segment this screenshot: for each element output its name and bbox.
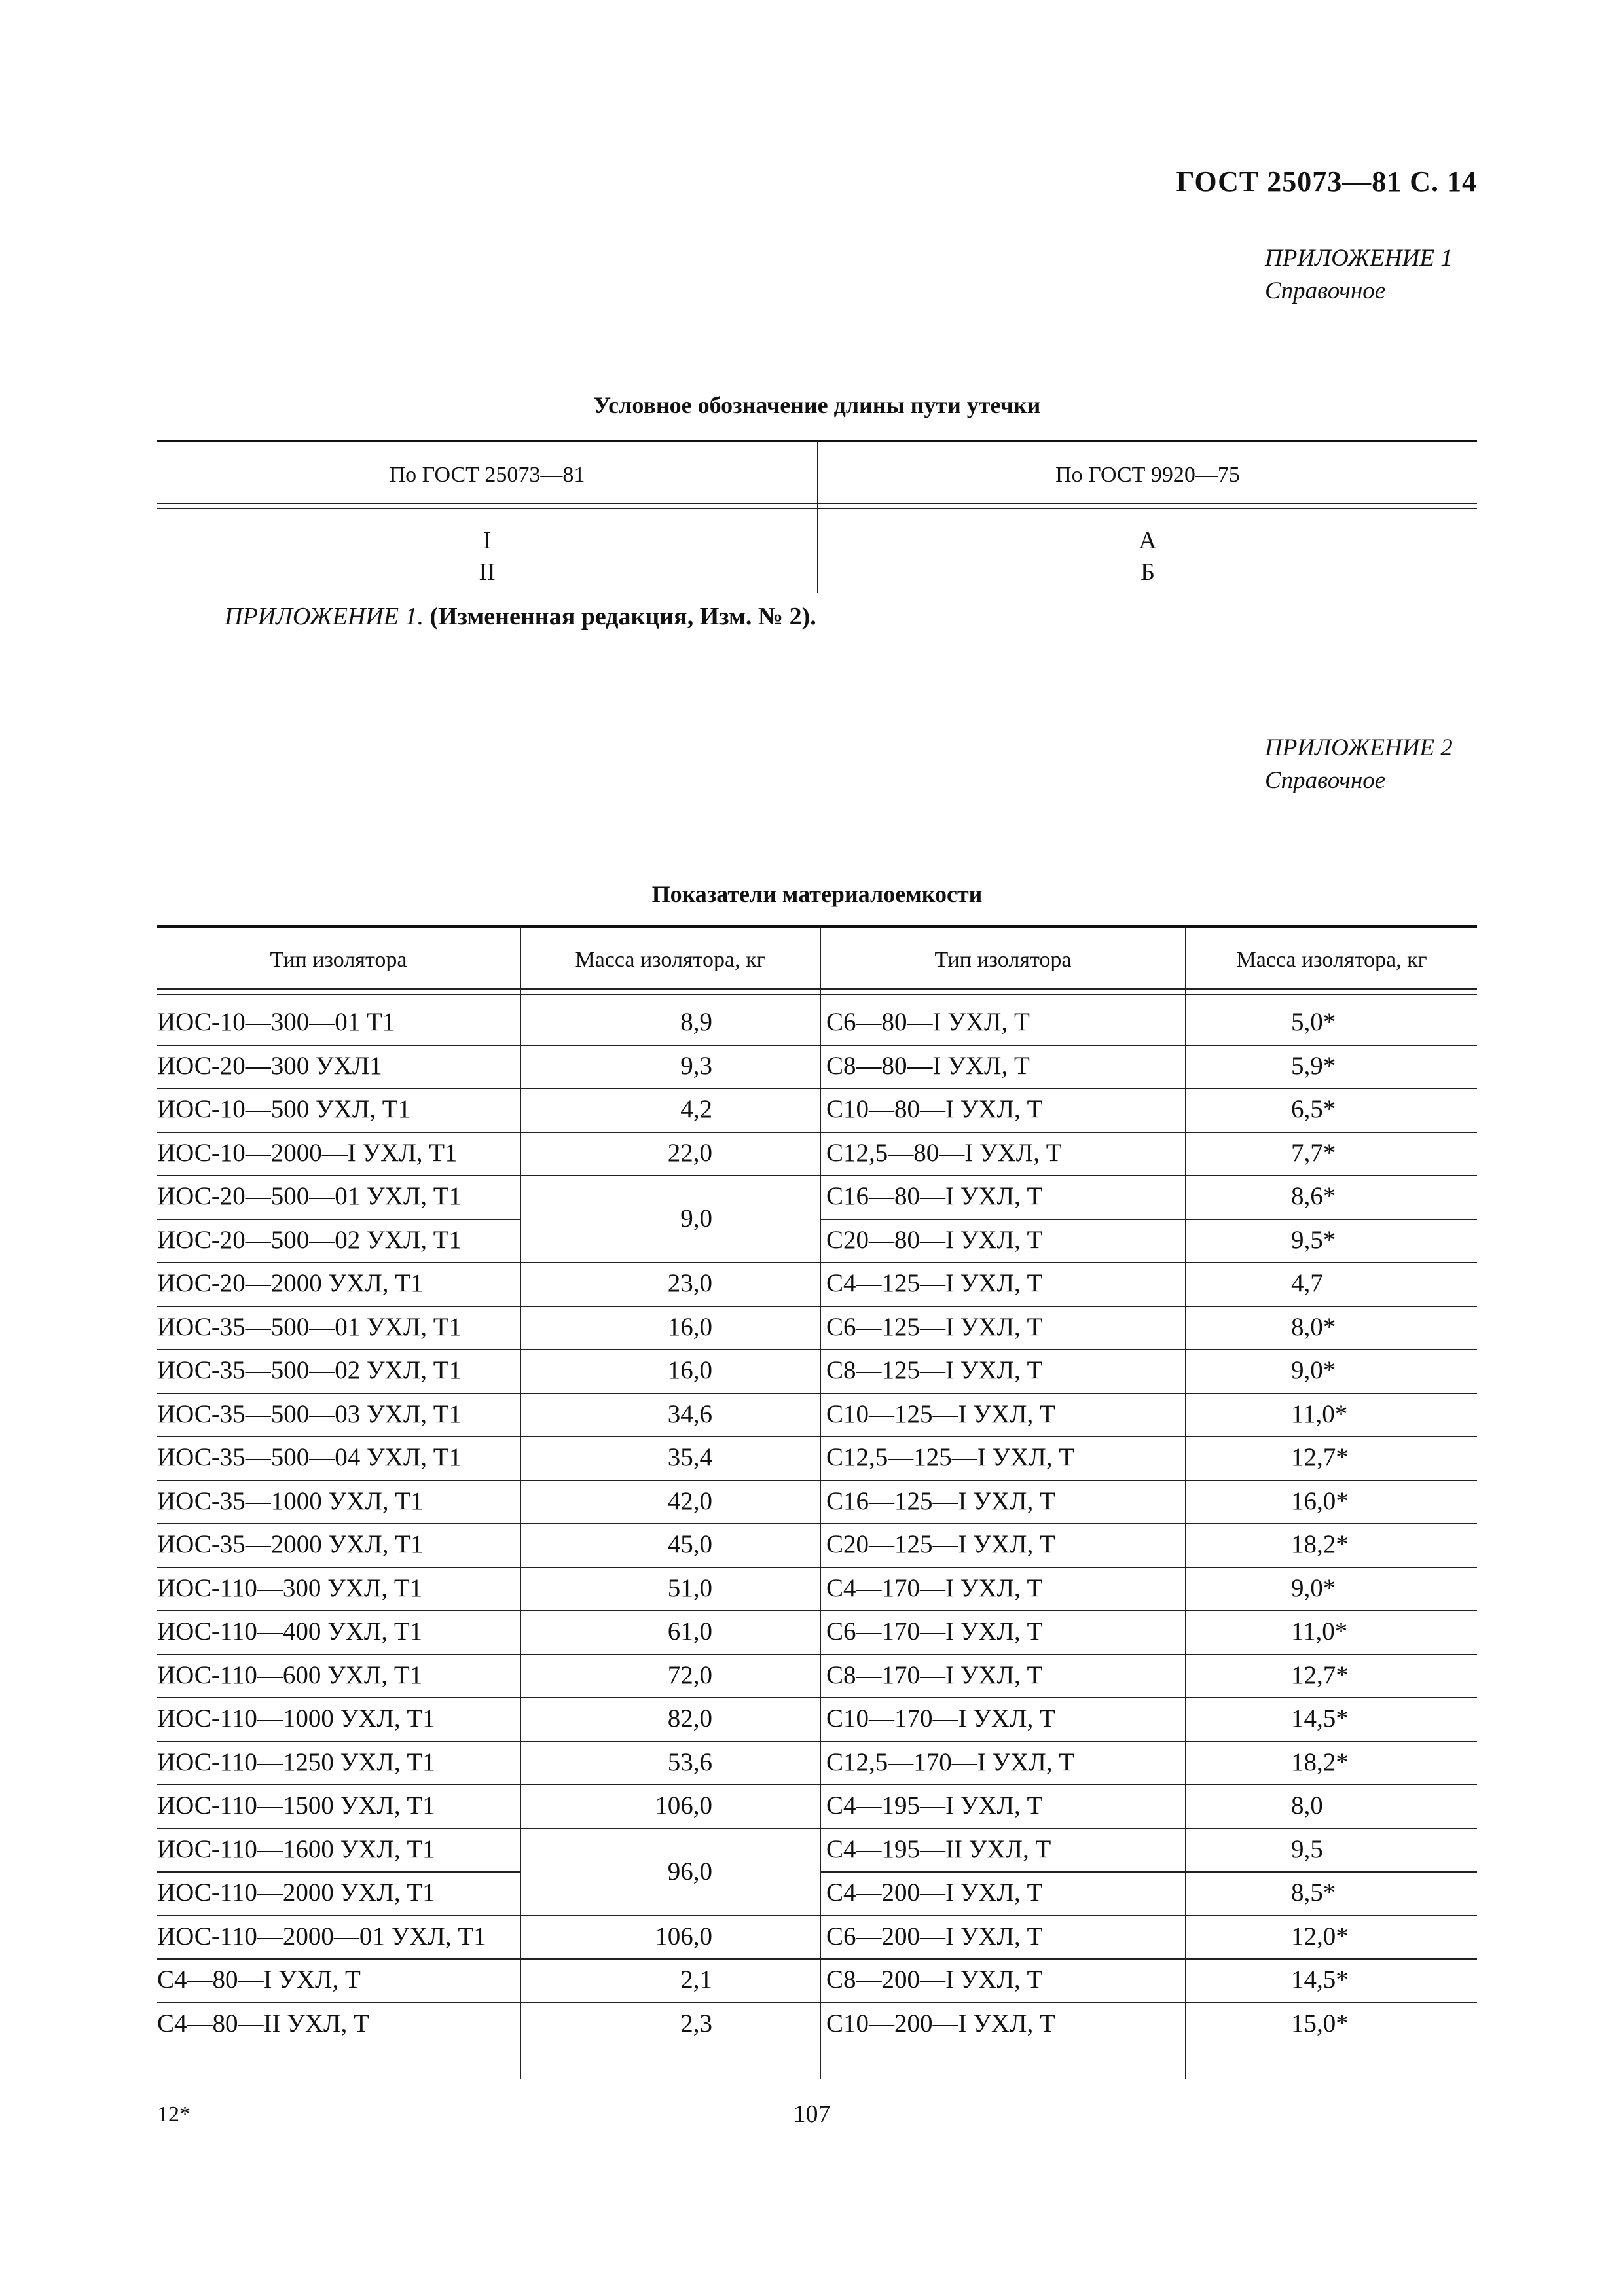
right-mass-cell: 8,6* [1291,1182,1336,1210]
right-mass-cell: 9,5* [1291,1225,1336,1254]
right-mass-cell: 9,0* [1291,1356,1336,1384]
right-mass-cell: 11,0* [1291,1399,1348,1428]
left-mass-cell: 106,0 [655,1791,712,1820]
left-mass-cell: 82,0 [667,1704,712,1732]
left-type-cell: ИОС-20—500—02 УХЛ, Т1 [157,1225,462,1254]
appendix2-label: ПРИЛОЖЕНИЕ 2 [1265,734,1453,761]
right-mass-cell: 11,0* [1291,1617,1348,1645]
table1-row2-col2: Б [1140,558,1155,586]
left-type-cell: ИОС-35—500—01 УХЛ, Т1 [157,1312,462,1341]
right-mass-cell: 16,0* [1291,1486,1349,1515]
left-mass-cell: 72,0 [667,1660,712,1689]
table2-header-type-right: Тип изолятора [934,948,1072,972]
right-type-cell: С10—80—I УХЛ, Т [826,1095,1043,1123]
left-type-cell: ИОС-110—300 УХЛ, Т1 [157,1573,423,1602]
note-italic: ПРИЛОЖЕНИЕ 1. [225,603,424,630]
left-mass-cell: 35,4 [667,1443,712,1471]
right-type-cell: С10—125—I УХЛ, Т [826,1399,1055,1428]
document-header: ГОСТ 25073—81 С. 14 [1176,166,1477,198]
right-type-cell: С4—195—II УХЛ, Т [826,1835,1051,1863]
left-type-cell: ИОС-110—2000—01 УХЛ, Т1 [157,1922,486,1950]
right-type-cell: С20—125—I УХЛ, Т [826,1530,1055,1558]
left-mass-cell: 53,6 [667,1748,712,1776]
right-mass-cell: 14,5* [1291,1965,1349,1994]
right-type-cell: С16—125—I УХЛ, Т [826,1486,1055,1515]
right-type-cell: С8—170—I УХЛ, Т [826,1660,1043,1689]
left-mass-cell: 61,0 [667,1617,712,1645]
right-mass-cell: 5,9* [1291,1051,1336,1080]
left-mass-cell: 22,0 [667,1138,712,1167]
table1-row1-col2: А [1139,527,1157,554]
note-bold: (Измененная редакция, Изм. № 2). [429,603,816,630]
right-type-cell: С12,5—125—I УХЛ, Т [826,1443,1075,1471]
left-mass-cell: 8,9 [680,1008,712,1036]
left-mass-cell: 34,6 [667,1399,712,1428]
left-type-cell: ИОС-110—1500 УХЛ, Т1 [157,1791,435,1820]
table1-col1-values [157,525,817,588]
right-type-cell: С4—200—I УХЛ, Т [826,1878,1043,1907]
table2-header-mass-left: Масса изолятора, кг [575,948,766,972]
appendix1-table-title: Условное обозначение длины пути утечки [593,392,1041,418]
left-mass-cell: 16,0 [667,1356,712,1384]
left-mass-cell: 2,1 [680,1965,712,1994]
left-type-cell: ИОС-110—600 УХЛ, Т1 [157,1660,423,1689]
left-type-cell: С4—80—I УХЛ, Т [157,1965,361,1994]
right-mass-cell: 6,5* [1291,1095,1336,1123]
table1-col1-header: По ГОСТ 25073—81 [389,463,585,487]
left-type-cell: ИОС-35—1000 УХЛ, Т1 [157,1486,424,1515]
right-mass-cell: 15,0* [1291,2009,1349,2037]
left-type-cell: ИОС-35—2000 УХЛ, Т1 [157,1530,424,1558]
left-mass-cell: 4,2 [680,1095,712,1123]
appendix2-kind: Справочное [1265,767,1386,794]
right-type-cell: С10—200—I УХЛ, Т [826,2009,1055,2037]
table1-col2-header: По ГОСТ 9920—75 [1055,463,1240,487]
right-mass-cell: 9,5 [1291,1835,1323,1863]
right-type-cell: С8—200—I УХЛ, Т [826,1965,1043,1994]
table2-top-rule [157,925,1477,928]
right-mass-cell: 8,5* [1291,1878,1336,1907]
left-mass-cell: 16,0 [667,1312,712,1341]
right-mass-cell: 12,7* [1291,1660,1349,1689]
appendix2-table-title: Показатели материалоемкости [651,881,983,907]
right-mass-cell: 7,7* [1291,1138,1336,1167]
table2-header-mass-right: Масса изолятора, кг [1236,948,1427,972]
left-mass-cell: 9,3 [680,1051,712,1080]
left-mass-cell: 45,0 [667,1530,712,1558]
left-mass-cell: 51,0 [667,1573,712,1602]
right-type-cell: С4—195—I УХЛ, Т [826,1791,1043,1820]
right-mass-cell: 12,0* [1291,1922,1349,1950]
left-type-cell: ИОС-10—500 УХЛ, Т1 [157,1095,411,1123]
right-mass-cell: 12,7* [1291,1443,1349,1471]
left-type-cell: ИОС-20—2000 УХЛ, Т1 [157,1269,424,1297]
left-type-cell: ИОС-110—1000 УХЛ, Т1 [157,1704,435,1732]
right-type-cell: С6—125—I УХЛ, Т [826,1312,1043,1341]
footer-left-mark: 12* [157,2102,191,2126]
right-mass-cell: 18,2* [1291,1530,1349,1558]
right-mass-cell: 14,5* [1291,1704,1349,1732]
left-type-cell: ИОС-110—400 УХЛ, Т1 [157,1617,423,1645]
left-type-cell: ИОС-110—1250 УХЛ, Т1 [157,1748,435,1776]
right-type-cell: С12,5—170—I УХЛ, Т [826,1748,1075,1776]
right-type-cell: С12,5—80—I УХЛ, Т [826,1138,1062,1167]
left-type-cell: ИОС-20—500—01 УХЛ, Т1 [157,1182,462,1210]
left-mass-cell: 9,0 [680,1204,712,1232]
left-mass-cell: 2,3 [680,2009,712,2037]
table2-divider-2 [820,927,821,2079]
page-number: 107 [793,2100,831,2128]
right-type-cell: С4—125—I УХЛ, Т [826,1269,1043,1297]
right-type-cell: С6—170—I УХЛ, Т [826,1617,1043,1645]
right-type-cell: С16—80—I УХЛ, Т [826,1182,1043,1210]
right-type-cell: С10—170—I УХЛ, Т [826,1704,1055,1732]
right-mass-cell: 9,0* [1291,1573,1336,1602]
left-type-cell: ИОС-10—2000—I УХЛ, Т1 [157,1138,458,1167]
table1-col2-values [818,525,1477,588]
left-type-cell: С4—80—II УХЛ, Т [157,2009,369,2037]
left-type-cell: ИОС-35—500—02 УХЛ, Т1 [157,1356,462,1384]
left-mass-cell: 23,0 [667,1269,712,1297]
right-mass-cell: 5,0* [1291,1008,1336,1036]
right-mass-cell: 8,0 [1291,1791,1323,1820]
right-mass-cell: 4,7 [1291,1269,1323,1297]
appendix1-label: ПРИЛОЖЕНИЕ 1 [1265,245,1453,272]
left-mass-cell: 42,0 [667,1486,712,1515]
table2-header-type-left: Тип изолятора [270,948,407,972]
right-type-cell: С4—170—I УХЛ, Т [826,1573,1043,1602]
left-type-cell: ИОС-110—2000 УХЛ, Т1 [157,1878,435,1907]
left-type-cell: ИОС-110—1600 УХЛ, Т1 [157,1835,435,1863]
left-type-cell: ИОС-35—500—04 УХЛ, Т1 [157,1443,462,1471]
right-type-cell: С20—80—I УХЛ, Т [826,1225,1043,1254]
appendix1-caption [1265,242,1453,308]
right-mass-cell: 8,0* [1291,1312,1336,1341]
table2-header-rule [157,988,1477,995]
right-type-cell: С6—200—I УХЛ, Т [826,1922,1043,1950]
left-type-cell: ИОС-20—300 УХЛ1 [157,1051,382,1080]
right-type-cell: С8—80—I УХЛ, Т [826,1051,1030,1080]
table1-row2-col1: II [479,558,496,586]
left-mass-cell: 106,0 [655,1922,712,1950]
appendix1-kind: Справочное [1265,278,1386,304]
table1-row1-col1: I [483,527,492,554]
right-mass-cell: 18,2* [1291,1748,1349,1776]
table2-divider-3 [1185,927,1186,2079]
left-type-cell: ИОС-10—300—01 Т1 [157,1008,395,1036]
appendix2-caption [1265,732,1453,797]
left-mass-cell: 96,0 [667,1857,712,1886]
right-type-cell: С8—125—I УХЛ, Т [826,1356,1043,1384]
appendix1-revision-note [225,602,816,631]
right-type-cell: С6—80—I УХЛ, Т [826,1008,1030,1036]
left-type-cell: ИОС-35—500—03 УХЛ, Т1 [157,1399,462,1428]
